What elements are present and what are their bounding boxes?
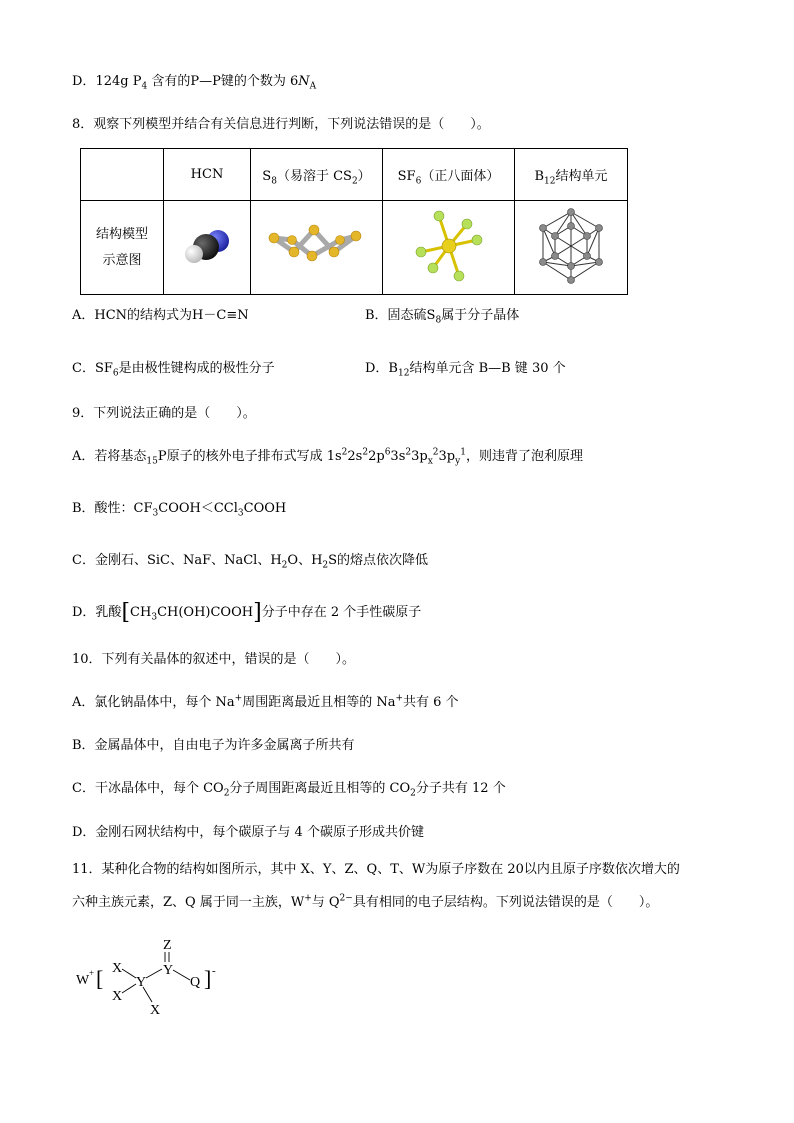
header-hcn: HCN <box>164 149 251 201</box>
struct-right-bracket: ] <box>204 966 212 991</box>
q9-option-d: D．乳酸$[CH_3CH(OH)COOH]$分子中存在 2 个手性碳原子 <box>72 600 422 625</box>
struct-x1: X <box>112 961 123 976</box>
q11-structure-diagram <box>70 930 240 1020</box>
q9-option-c: C．金刚石、SiC、NaF、NaCl、$H_2O$、$H_2S$的熔点依次降低 <box>72 553 429 571</box>
sf6-model-cell <box>383 201 515 295</box>
header-b12: $B_{12}$结构单元 <box>515 149 628 201</box>
q10-option-d: D．金刚石网状结构中，每个碳原子与 4 个碳原子形成共价键 <box>72 825 424 840</box>
hcn-spacefill-model <box>172 216 242 276</box>
struct-y2: Y <box>163 963 174 978</box>
struct-bonds <box>122 952 190 1002</box>
q10-option-c: C．干冰晶体中，每个 $CO_2$分子周围距离最近且相等的 $CO_2$分子共有 12 个 <box>72 781 506 799</box>
struct-x3: X <box>150 1003 161 1018</box>
q8-stem: 8．观察下列模型并结合有关信息进行判断，下列说法错误的是（ ）。 <box>72 117 490 132</box>
struct-left-bracket: [ <box>96 966 104 991</box>
q9-option-b: B．酸性：$CF_3COOH<CCl_3COOH$ <box>72 501 287 519</box>
q11-stem-line1: 11．某种化合物的结构如图所示，其中 X、Y、Z、Q、T、W为原子序数在 20以内且原子序数依次增大的 <box>72 862 680 877</box>
row-label: 结构模型 示意图 <box>81 201 164 295</box>
struct-z: Z <box>163 938 172 953</box>
q10-option-a: A．氯化钠晶体中，每个 Na+周围距离最近且相等的 Na+共有 6 个 <box>72 693 459 710</box>
b12-icosahedron-model <box>531 206 611 286</box>
q7-option-d: D．124g $P_4$ 含有的P—P键的个数为 $6N_A$ <box>72 74 317 92</box>
struct-w: W <box>76 973 90 988</box>
sf6-octahedral-model <box>409 206 489 286</box>
q8-model-table <box>80 148 628 295</box>
q8-option-d: D．$B_{12}$结构单元含 B—B 键 30 个 <box>365 361 566 379</box>
struct-x2: X <box>112 989 123 1004</box>
struct-w-charge: + <box>89 968 95 978</box>
q8-option-c: C．$SF_6$是由极性键构成的极性分子 <box>72 361 275 379</box>
header-s8: $S_8$（易溶于 $CS_2$） <box>251 149 383 201</box>
q8-option-a: A．HCN的结构式为H－C≡N <box>72 308 249 323</box>
struct-q: Q <box>190 975 201 990</box>
struct-minus: - <box>212 965 216 977</box>
header-sf6: $SF_6$（正八面体） <box>383 149 515 201</box>
s8-crown-model <box>262 216 372 276</box>
hcn-model-cell <box>164 201 251 295</box>
table-corner <box>81 149 164 201</box>
b12-model-cell <box>515 201 628 295</box>
q8-option-b: B．固态硫$S_8$属于分子晶体 <box>365 308 520 326</box>
q9-stem: 9．下列说法正确的是（ ）。 <box>72 406 256 421</box>
q11-stem-line2: 六种主族元素，Z、Q 属于同一主族，W+与 $Q^{2-}$具有相同的电子层结构。下列说法错误的是（ ）。 <box>72 893 659 910</box>
q10-stem: 10．下列有关晶体的叙述中，错误的是（ ）。 <box>72 652 356 667</box>
struct-y1: Y <box>136 975 147 990</box>
s8-model-cell <box>251 201 383 295</box>
q10-option-b: B．金属晶体中，自由电子为许多金属离子所共有 <box>72 738 355 753</box>
q9-option-a: A．若将基态$_{15}$P原子的核外电子排布式写成 $1s^22s^22p^63s^23p_x^23p_y^1$，则违背了泡利原理 <box>72 447 583 467</box>
